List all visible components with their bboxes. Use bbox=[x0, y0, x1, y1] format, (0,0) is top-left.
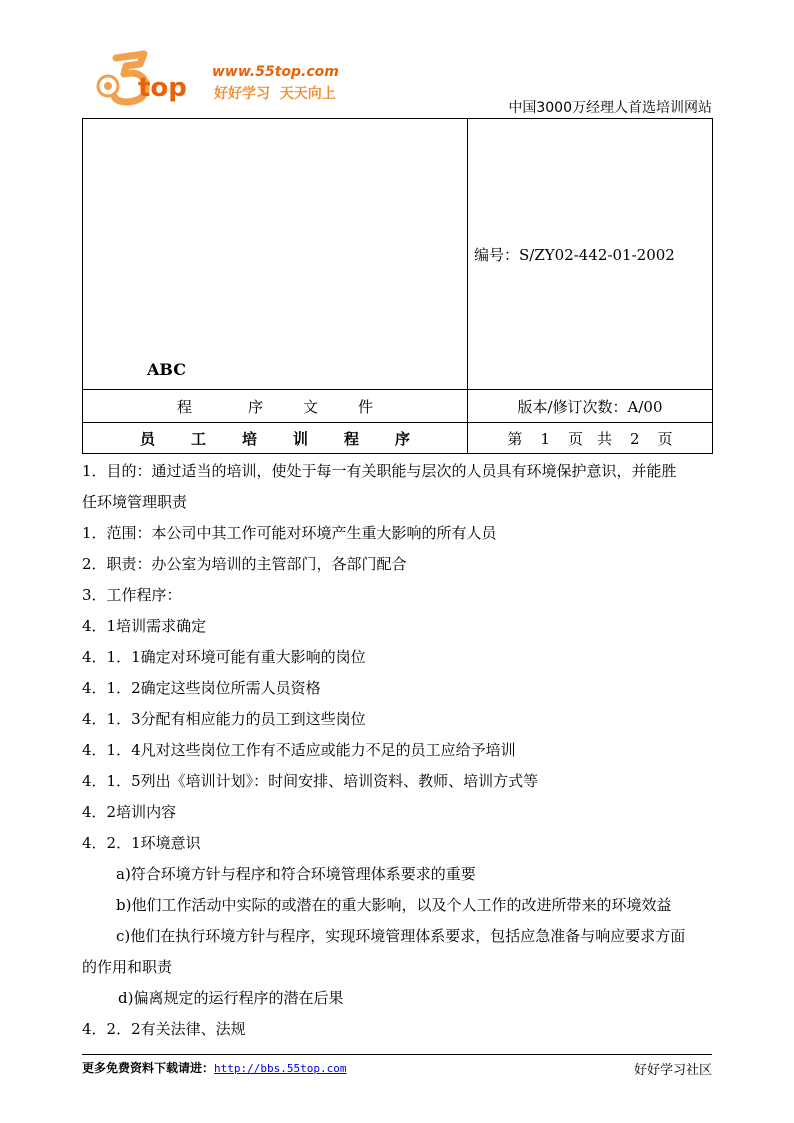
paragraph: 4．1．1确定对环境可能有重大影响的岗位 bbox=[82, 648, 366, 666]
list-item: a)符合环境方针与程序和符合环境管理体系要求的重要 bbox=[116, 865, 476, 883]
document-code: 编号：S/ZY02-442-01-2002 bbox=[468, 119, 713, 390]
logo-5top-icon bbox=[94, 44, 214, 114]
footer-link[interactable]: http://bbs.55top.com bbox=[214, 1062, 347, 1075]
document-header-table bbox=[82, 118, 713, 454]
pager-text: 页 bbox=[567, 429, 583, 448]
paragraph: 4．1．4凡对这些岗位工作有不适应或能力不足的员工应给予培训 bbox=[82, 741, 516, 759]
paragraph: 1．目的：通过适当的培训，使处于每一有关职能与层次的人员具有环境保护意识，并能胜 bbox=[82, 462, 677, 480]
paragraph: 任环境管理职责 bbox=[82, 493, 188, 511]
logo-url: www.55top.com bbox=[212, 64, 339, 80]
paragraph: 4．2培训内容 bbox=[82, 803, 177, 821]
paragraph: 4．1培训需求确定 bbox=[82, 617, 207, 635]
doc-type-char: 序 bbox=[247, 397, 263, 416]
company-cell bbox=[83, 119, 468, 390]
doc-type-char: 程 bbox=[176, 397, 192, 416]
title-char: 程 bbox=[344, 429, 360, 448]
title-char: 训 bbox=[293, 429, 309, 448]
title-char: 序 bbox=[395, 429, 411, 448]
pager-text: 共 bbox=[597, 429, 613, 448]
list-item: d)偏离规定的运行程序的潜在后果 bbox=[118, 989, 344, 1007]
pager-text: 第 bbox=[507, 429, 523, 448]
paragraph: 4．2．2有关法律、法规 bbox=[82, 1020, 246, 1038]
pager-current: 1 bbox=[540, 429, 550, 448]
title-char: 工 bbox=[190, 429, 206, 448]
footer-label: 更多免费资料下载请进： bbox=[82, 1061, 215, 1075]
doc-type-char: 件 bbox=[358, 397, 374, 416]
paragraph: 4．2．1环境意识 bbox=[82, 834, 201, 852]
title-char: 员 bbox=[139, 429, 155, 448]
company-name: ABC bbox=[147, 360, 186, 379]
title-char: 培 bbox=[241, 429, 257, 448]
paragraph: 2．职责：办公室为培训的主管部门，各部门配合 bbox=[82, 555, 407, 573]
paragraph: 4．1．5列出《培训计划》：时间安排、培训资料、教师、培训方式等 bbox=[82, 772, 539, 790]
pager-text: 页 bbox=[657, 429, 673, 448]
paragraph: 1．范围：本公司中其工作可能对环境产生重大影响的所有人员 bbox=[82, 524, 497, 542]
document-title bbox=[83, 423, 468, 454]
paragraph: 4．1．2确定这些岗位所需人员资格 bbox=[82, 679, 321, 697]
paragraph: 4．1．3分配有相应能力的员工到这些岗位 bbox=[82, 710, 366, 728]
doc-type-char: 文 bbox=[303, 397, 319, 416]
footer-divider bbox=[82, 1054, 712, 1055]
document-body bbox=[82, 456, 722, 1045]
document-type bbox=[83, 390, 468, 423]
footer-download bbox=[82, 1059, 346, 1076]
svg-text:top: top bbox=[138, 73, 187, 103]
list-item: c)他们在执行环境方针与程序，实现环境管理体系要求，包括应急准备与响应要求方面 bbox=[116, 927, 686, 945]
site-tagline: 中国3000万经理人首选培训网站 bbox=[508, 100, 712, 116]
paragraph: 3．工作程序： bbox=[82, 586, 182, 604]
document-version: 版本/修订次数：A/00 bbox=[468, 390, 713, 423]
site-logo[interactable] bbox=[94, 44, 364, 114]
page-counter bbox=[468, 423, 713, 454]
logo-slogan: 好好学习 天天向上 bbox=[214, 86, 336, 102]
list-item: b)他们工作活动中实际的或潜在的重大影响，以及个人工作的改进所带来的环境效益 bbox=[116, 896, 672, 914]
footer-community: 好好学习社区 bbox=[633, 1063, 712, 1078]
pager-total: 2 bbox=[630, 429, 640, 448]
paragraph: 的作用和职责 bbox=[82, 958, 173, 976]
